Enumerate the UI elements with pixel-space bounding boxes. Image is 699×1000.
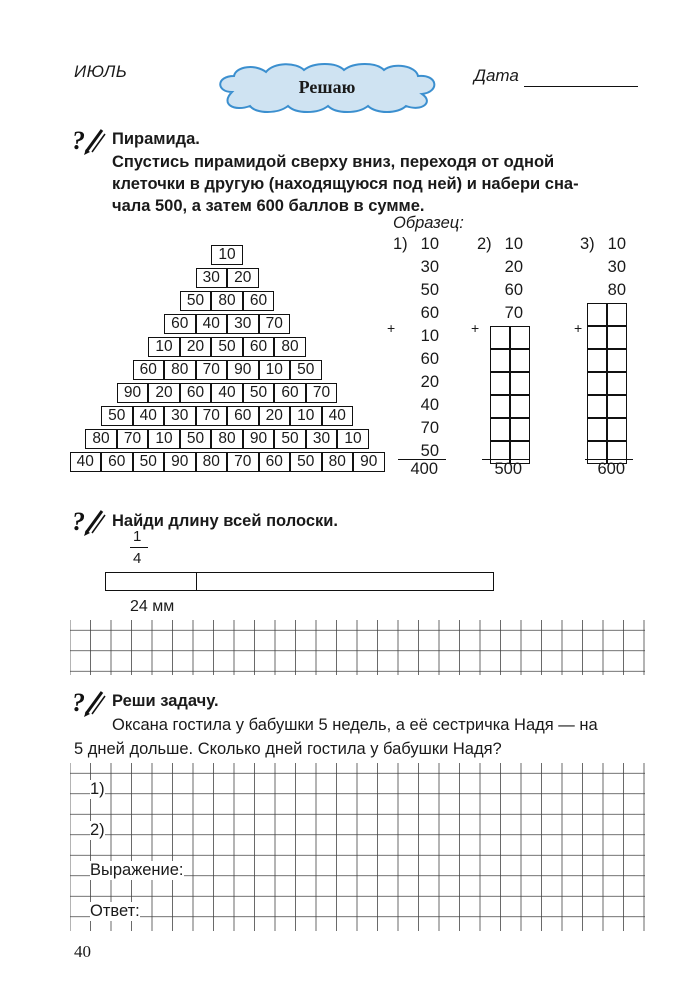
strip: [105, 572, 494, 591]
pyramid-cell[interactable]: 50: [243, 383, 275, 403]
pyramid-cell[interactable]: 60: [180, 383, 212, 403]
pyramid-cell[interactable]: 50: [211, 337, 243, 357]
svg-text:?: ?: [72, 688, 85, 717]
empty-digit-box[interactable]: [587, 372, 607, 395]
pyramid-cell[interactable]: 50: [290, 360, 322, 380]
pyramid-cell[interactable]: 60: [164, 314, 196, 334]
column-value: 80: [607, 281, 626, 299]
pyramid-cell[interactable]: 10: [211, 245, 243, 265]
column-value: 10: [420, 327, 439, 345]
column-total: 500: [494, 460, 522, 478]
banner-title: Решаю: [298, 77, 356, 97]
pyramid-cell[interactable]: 70: [196, 360, 228, 380]
pyramid-cell[interactable]: 40: [70, 452, 102, 472]
empty-digit-box[interactable]: [587, 326, 607, 349]
pyramid-cell[interactable]: 20: [148, 383, 180, 403]
column-label: 1): [393, 235, 408, 253]
pyramid-cell[interactable]: 30: [227, 314, 259, 334]
pyramid-cell[interactable]: 20: [259, 406, 291, 426]
pyramid-cell[interactable]: 90: [353, 452, 385, 472]
pyramid-cell[interactable]: 20: [227, 268, 259, 288]
empty-digit-box[interactable]: [607, 303, 627, 326]
question-pencil-icon: [72, 687, 106, 717]
plus-sign: +: [387, 320, 396, 336]
month-label: ИЮЛЬ: [74, 62, 128, 81]
question-pencil-icon: [72, 125, 106, 155]
column-total: 600: [597, 460, 625, 478]
empty-digit-box[interactable]: [607, 395, 627, 418]
pyramid-cell[interactable]: 40: [133, 406, 165, 426]
svg-text:?: ?: [72, 126, 85, 155]
empty-digit-box[interactable]: [490, 372, 510, 395]
empty-digit-box[interactable]: [510, 418, 530, 441]
pyramid-cell[interactable]: 10: [148, 429, 180, 449]
empty-digit-box[interactable]: [607, 326, 627, 349]
svg-text:?: ?: [72, 507, 85, 536]
pyramid-cell[interactable]: 40: [196, 314, 228, 334]
pyramid-cell[interactable]: 80: [322, 452, 354, 472]
plus-sign: +: [471, 320, 480, 336]
column-value: 20: [420, 373, 439, 391]
pyramid-cell[interactable]: 10: [148, 337, 180, 357]
pyramid-cell[interactable]: 90: [243, 429, 275, 449]
pyramid-cell[interactable]: 60: [274, 383, 306, 403]
question-pencil-icon: [72, 506, 106, 536]
step-2-label: 2): [90, 821, 105, 839]
empty-digit-box[interactable]: [510, 395, 530, 418]
date-field[interactable]: [524, 86, 638, 87]
column-value: 60: [420, 304, 439, 322]
empty-digit-box[interactable]: [607, 349, 627, 372]
pyramid-cell[interactable]: 60: [243, 291, 275, 311]
column-label: 2): [477, 235, 492, 253]
pyramid-cell[interactable]: 60: [227, 406, 259, 426]
column-value: 10: [607, 235, 626, 253]
quarter-length: 24 мм: [130, 598, 175, 615]
pyramid-cell[interactable]: 60: [243, 337, 275, 357]
pyramid-cell[interactable]: 50: [101, 406, 133, 426]
empty-digit-box[interactable]: [490, 395, 510, 418]
column-value: 50: [420, 442, 439, 460]
task2-title: Найди длину всей полоски.: [112, 512, 338, 530]
empty-digit-box[interactable]: [607, 418, 627, 441]
pyramid-cell[interactable]: 30: [306, 429, 338, 449]
pyramid-cell[interactable]: 40: [322, 406, 354, 426]
pyramid-cell[interactable]: 70: [227, 452, 259, 472]
step-1-label: 1): [90, 780, 105, 798]
pyramid-cell[interactable]: 60: [101, 452, 133, 472]
answer-grid-2[interactable]: [70, 763, 645, 931]
pyramid-cell[interactable]: 30: [164, 406, 196, 426]
pyramid-cell[interactable]: 20: [180, 337, 212, 357]
sample-label: Образец:: [393, 214, 464, 232]
pyramid-cell[interactable]: 80: [196, 452, 228, 472]
empty-digit-box[interactable]: [587, 395, 607, 418]
pyramid-cell[interactable]: 80: [211, 429, 243, 449]
column-value: 60: [420, 350, 439, 368]
strip-quarter-divider: [196, 572, 197, 591]
empty-digit-box[interactable]: [587, 418, 607, 441]
column-value: 50: [420, 281, 439, 299]
task1-line-3: чала 500, а затем 600 баллов в сумме.: [112, 197, 425, 215]
column-value: 40: [420, 396, 439, 414]
task1-title: Пирамида.: [112, 130, 200, 148]
pyramid-cell[interactable]: 10: [259, 360, 291, 380]
task1-line-1: Спустись пирамидой сверху вниз, переходя от одной: [112, 153, 555, 171]
column-value: 30: [420, 258, 439, 276]
pyramid-cell[interactable]: 80: [164, 360, 196, 380]
column-value: 70: [420, 419, 439, 437]
pyramid-cell[interactable]: 50: [133, 452, 165, 472]
column-value: 30: [607, 258, 626, 276]
page-number: 40: [74, 942, 91, 961]
expression-label: Выражение:: [90, 861, 184, 879]
column-label: 3): [580, 235, 595, 253]
pyramid-cell[interactable]: 80: [211, 291, 243, 311]
column-value: 20: [504, 258, 523, 276]
pyramid-cell[interactable]: 80: [274, 337, 306, 357]
empty-digit-box[interactable]: [510, 349, 530, 372]
column-value: 60: [504, 281, 523, 299]
empty-digit-box[interactable]: [587, 303, 607, 326]
empty-digit-box[interactable]: [490, 418, 510, 441]
pyramid-cell[interactable]: 90: [117, 383, 149, 403]
column-value: 10: [420, 235, 439, 253]
pyramid-cell[interactable]: 50: [274, 429, 306, 449]
empty-digit-box[interactable]: [607, 372, 627, 395]
task3-line-1: Оксана гостила у бабушки 5 недель, а её сестричка Надя — на: [112, 716, 598, 734]
plus-sign: +: [574, 320, 583, 336]
task1-line-2: клеточки в другую (находящуюся под ней) и набери сна-: [112, 175, 579, 193]
empty-digit-box[interactable]: [490, 326, 510, 349]
column-value: 10: [504, 235, 523, 253]
pyramid-cell[interactable]: 50: [180, 429, 212, 449]
pyramid-cell[interactable]: 40: [211, 383, 243, 403]
fraction-numerator: 1: [133, 528, 142, 545]
task3-title: Реши задачу.: [112, 692, 219, 710]
column-total: 400: [410, 460, 438, 478]
pyramid-cell[interactable]: 70: [259, 314, 291, 334]
column-value: 70: [504, 304, 523, 322]
answer-label: Ответ:: [90, 902, 140, 920]
date-label: Дата: [474, 66, 519, 85]
pyramid-cell[interactable]: 50: [180, 291, 212, 311]
answer-grid-1[interactable]: [70, 620, 645, 675]
task3-line-2: 5 дней дольше. Сколько дней гостила у бабушки Надя?: [74, 740, 502, 758]
pyramid-cell[interactable]: 70: [117, 429, 149, 449]
empty-digit-box[interactable]: [510, 372, 530, 395]
pyramid-cell[interactable]: 70: [306, 383, 338, 403]
pyramid-cell[interactable]: 60: [259, 452, 291, 472]
pyramid-cell[interactable]: 10: [337, 429, 369, 449]
pyramid-cell[interactable]: 10: [290, 406, 322, 426]
empty-digit-box[interactable]: [510, 326, 530, 349]
fraction-bar: [130, 547, 148, 548]
empty-digit-box[interactable]: [587, 349, 607, 372]
pyramid-cell[interactable]: 50: [290, 452, 322, 472]
pyramid-cell[interactable]: 90: [164, 452, 196, 472]
pyramid-cell[interactable]: 80: [85, 429, 117, 449]
pyramid-cell[interactable]: 90: [227, 360, 259, 380]
pyramid-cell[interactable]: 30: [196, 268, 228, 288]
pyramid-cell[interactable]: 60: [133, 360, 165, 380]
pyramid-cell[interactable]: 70: [196, 406, 228, 426]
empty-digit-box[interactable]: [490, 349, 510, 372]
fraction-denominator: 4: [133, 550, 142, 567]
